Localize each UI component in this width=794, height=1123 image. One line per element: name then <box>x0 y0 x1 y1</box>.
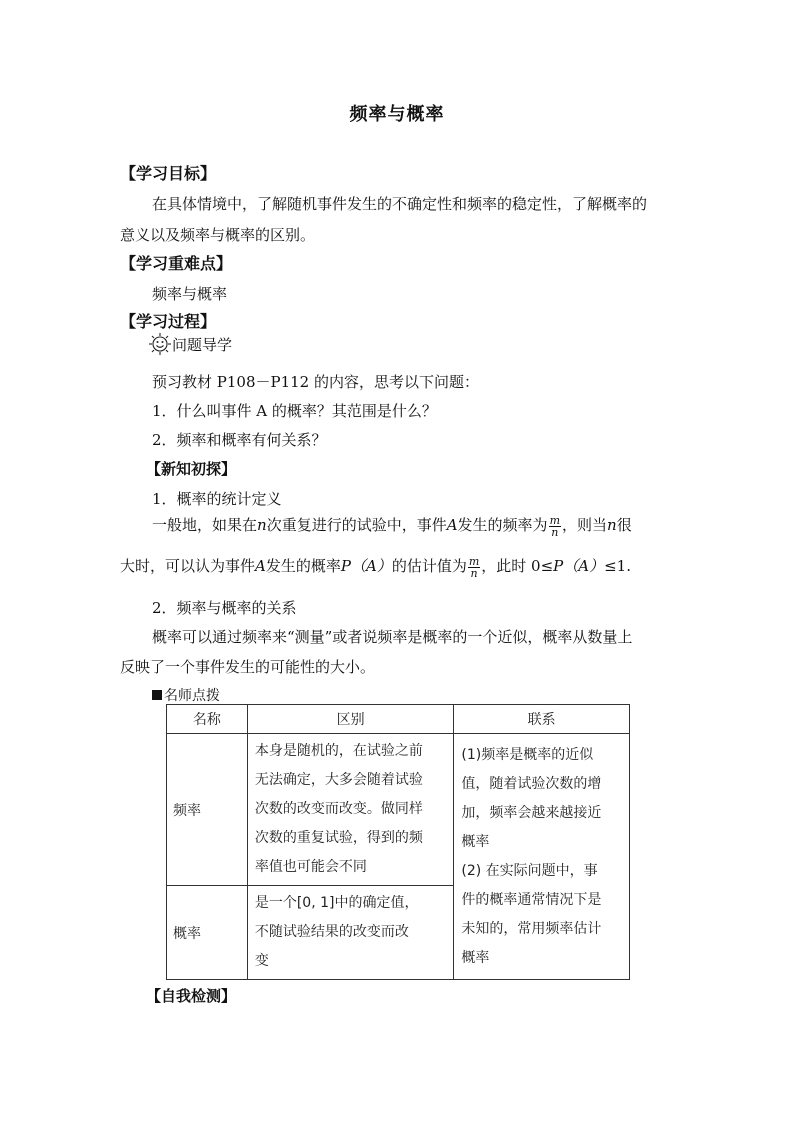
question-2: 2．频率和概率有何关系？ <box>152 431 327 449</box>
keypoints-text: 频率与概率 <box>152 285 228 303</box>
prob-PA: P（A） <box>340 557 392 575</box>
def-text: 发生的频率为 <box>457 516 548 534</box>
relation-line-1: 概率可以通过频率来“测量”或者说频率是概率的一个近似，概率从数量上 <box>152 628 633 646</box>
question-1: 1．什么叫事件 A 的概率？其范围是什么？ <box>152 402 437 420</box>
new-knowledge-heading: 【新知初探】 <box>146 460 237 478</box>
table-header-row <box>167 705 630 734</box>
guide-label: 问题导学 <box>172 336 233 354</box>
tip-label-row <box>152 685 220 705</box>
goals-heading: 【学习目标】 <box>120 164 217 183</box>
var-n: n <box>257 516 267 534</box>
goals-line-2: 意义以及频率与概率的区别。 <box>120 226 316 244</box>
table-row-frequency <box>167 734 630 886</box>
def-text: ，则当 <box>562 516 608 534</box>
relation-cell: (1)频率是概率的近似 值，随着试验次数的增 加，频率会越来越接近 概率 (2) 在实际问题中，事 件的概率通常情况下是 未知的，常用频率估计 概率 <box>454 734 630 980</box>
def-text: ≤1. <box>604 557 631 575</box>
definition-line-2 <box>120 555 631 579</box>
relation-title: 2．频率与概率的关系 <box>152 599 297 617</box>
tip-label: 名师点拨 <box>164 688 220 704</box>
guide-row <box>148 332 232 356</box>
def-text: 发生的概率 <box>265 557 341 575</box>
var-n: n <box>607 516 617 534</box>
black-square-icon <box>152 690 162 700</box>
goals-line-1: 在具体情境中，了解随机事件发生的不确定性和频率的稳定性，了解概率的 <box>152 195 648 213</box>
smiley-icon <box>148 332 172 356</box>
def-text: 次重复进行的试验中，事件 <box>266 516 447 534</box>
relation-line-2: 反映了一个事件发生的可能性的大小。 <box>120 658 376 676</box>
row-name: 频率 <box>167 734 248 886</box>
process-heading: 【学习过程】 <box>120 312 217 331</box>
def-text: 的估计值为 <box>391 557 467 575</box>
def-text: 大时，可以认为事件 <box>120 557 256 575</box>
fraction-m-over-n: $\frac{m}{n}$ <box>468 554 480 580</box>
def-text: ，此时 0≤ <box>481 557 554 575</box>
header-difference: 区别 <box>247 705 454 734</box>
keypoints-heading: 【学习重难点】 <box>120 254 233 273</box>
self-check-heading: 【自我检测】 <box>146 987 237 1005</box>
page-title: 频率与概率 <box>349 104 445 125</box>
tip-table <box>166 704 630 980</box>
header-relation: 联系 <box>454 705 630 734</box>
var-A: A <box>446 516 458 534</box>
difference-frequency: 本身是随机的，在试验之前 无法确定，大多会随着试验 次数的改变而改变。做同样 次数的重复试验，得到的频 率值也可能会不同 <box>247 734 454 886</box>
prob-PA: P（A） <box>553 557 605 575</box>
def-text: 很 <box>616 516 632 534</box>
definition-title: 1．概率的统计定义 <box>152 490 282 508</box>
guide-intro: 预习教材 P108－P112 的内容，思考以下问题： <box>152 373 479 391</box>
fraction-m-over-n: $\frac{m}{n}$ <box>549 513 560 539</box>
difference-probability: 是一个[0, 1]中的确定值， 不随试验结果的改变而改 变 <box>247 886 454 980</box>
row-name: 概率 <box>167 886 248 980</box>
header-name: 名称 <box>167 705 248 734</box>
def-text: 一般地，如果在 <box>152 516 258 534</box>
definition-line-1 <box>152 514 632 538</box>
var-A: A <box>255 557 266 575</box>
